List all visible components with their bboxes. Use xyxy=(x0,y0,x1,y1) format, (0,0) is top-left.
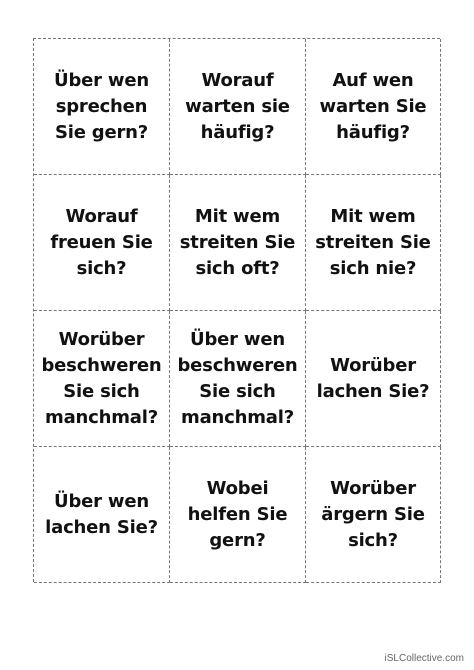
card-question: Mit wem streiten Sie sich nie? xyxy=(315,205,431,279)
card-question: Mit wem streiten Sie sich oft? xyxy=(179,205,296,279)
card-question: Über wen lachen Sie? xyxy=(45,490,158,538)
card-question: Worüber beschweren Sie sich manchmal? xyxy=(41,328,162,428)
card-question: Worauf warten sie häufig? xyxy=(185,69,290,143)
card-4 xyxy=(34,175,170,311)
card-question: Wobei helfen Sie gern? xyxy=(187,477,288,551)
card-11 xyxy=(170,447,306,583)
card-8 xyxy=(170,311,306,447)
watermark-text: iSLCollective.com xyxy=(384,653,464,664)
card-question: Worüber ärgern Sie sich? xyxy=(321,477,425,551)
card-question: Über wen beschweren Sie sich manchmal? xyxy=(177,328,298,428)
card-7 xyxy=(34,311,170,447)
card-3 xyxy=(306,39,441,175)
card-9 xyxy=(306,311,441,447)
card-10 xyxy=(34,447,170,583)
card-1 xyxy=(34,39,170,175)
card-question: Worauf freuen Sie sich? xyxy=(50,205,153,279)
card-12 xyxy=(306,447,441,583)
card-grid xyxy=(33,38,440,582)
card-question: Worüber lachen Sie? xyxy=(316,354,430,402)
card-question: Über wen sprechen Sie gern? xyxy=(54,69,149,143)
card-2 xyxy=(170,39,306,175)
card-6 xyxy=(306,175,441,311)
card-5 xyxy=(170,175,306,311)
card-question: Auf wen warten Sie häufig? xyxy=(319,69,427,143)
